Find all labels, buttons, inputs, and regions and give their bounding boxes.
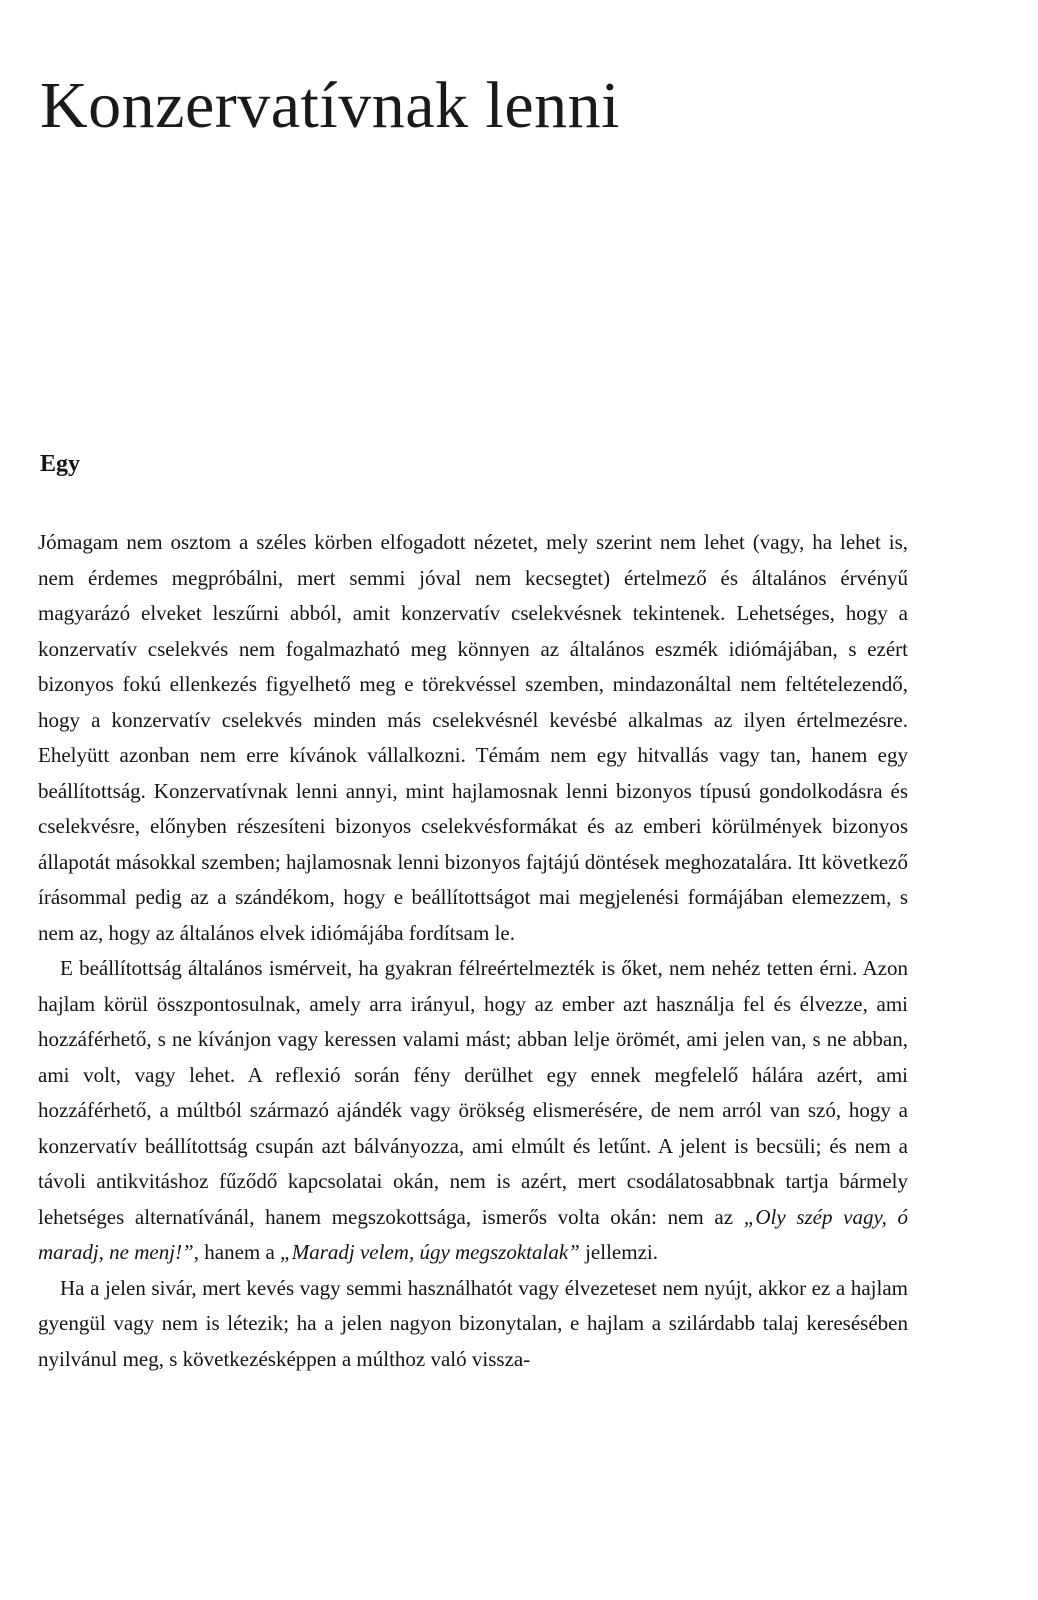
- paragraph-3: Ha a jelen sivár, mert kevés vagy semmi használhatót vagy élvezeteset nem nyújt, akkor ez a hajlam gyengül vagy nem is létezik; ha a jelen nagyon bizonytalan, e hajlam a szilárdabb talaj keresésében nyilvánul meg, s következésképpen a múlthoz való vissza-: [38, 1275, 908, 1371]
- paragraph-2-text-a: E beállítottság általános ismérveit, ha gyakran félreértelmezték is őket, nem nehéz tetten érni. Azon hajlam körül összpontosulnak, amely arra irányul, hogy az ember azt használja fel és élvezze, ami hozzáférhető, s ne kívánjon vagy keressen valami mást; abban lelje örömét, ami jelen van, s ne abban, ami volt, vagy lehet. A reflexió során fény derülhet egy ennek megfelelő hálára azért, ami hozzáférhető, a múltból származó ajándék vagy örökség elismerésére, de nem arról van szó, hogy a konzervatív beállítottság csupán azt bálványozza, ami elmúlt és letűnt. A jelent is becsüli; és nem a távoli antikvitáshoz fűződő kapcsolatai okán, nem is azért, mert csodálatosabbnak tartja bármely lehetséges alternatívánál, hanem megszokottsága, ismerős volta okán: nem az: [38, 956, 908, 1229]
- chapter-title: Konzervatívnak lenni: [40, 69, 620, 142]
- paragraph-1: Jómagam nem osztom a széles körben elfogadott nézetet, mely szerint nem lehet (vagy, ha lehet is, nem érdemes megpróbálni, mert semmi jóval nem kecsegtet) értelmező és általános érvényű magyarázó elveket leszűrni abból, amit konzervatív cselekvésnek tekintenek. Lehetséges, hogy a konzervatív cselekvés nem fogalmazható meg könnyen az általános eszmék idiómájában, s ezért bizonyos fokú ellenkezés figyelhető meg e törekvéssel szemben, mindazonáltal nem feltételezendő, hogy a konzervatív cselekvés minden más cselekvésnél kevésbé alkalmas az ilyen értelmezésre. Ehelyütt azonban nem erre kívánok vállalkozni. Témám nem egy hitvallás vagy tan, hanem egy beállítottság. Konzervatívnak lenni annyi, mint hajlamosnak lenni bizonyos típusú gondolkodásra és cselekvésre, előnyben részesíteni bizonyos cselekvésformákat és az emberi körülmények bizonyos állapotát másokkal szemben; hajlamosnak lenni bizonyos fajtájú döntések meghozatalára. Itt következő írásommal pedig az a szándékom, hogy e beállítottságot mai megjelenési formájában elemezzem, s nem az, hogy az általános elvek idiómájába fordítsam le.: [38, 530, 908, 945]
- body-text: [38, 525, 908, 1377]
- quote-maradj-velem: „Maradj velem, úgy megszoktalak”: [280, 1240, 580, 1264]
- paragraph-2-text-b: , hanem a: [193, 1240, 281, 1264]
- section-heading: Egy: [40, 451, 81, 477]
- quote-oly-szep: „Oly szép vagy, ó maradj, ne menj!”: [38, 1204, 908, 1264]
- paragraph-2-text-c: jellemzi.: [579, 1240, 658, 1264]
- paragraph-2: [38, 951, 908, 1271]
